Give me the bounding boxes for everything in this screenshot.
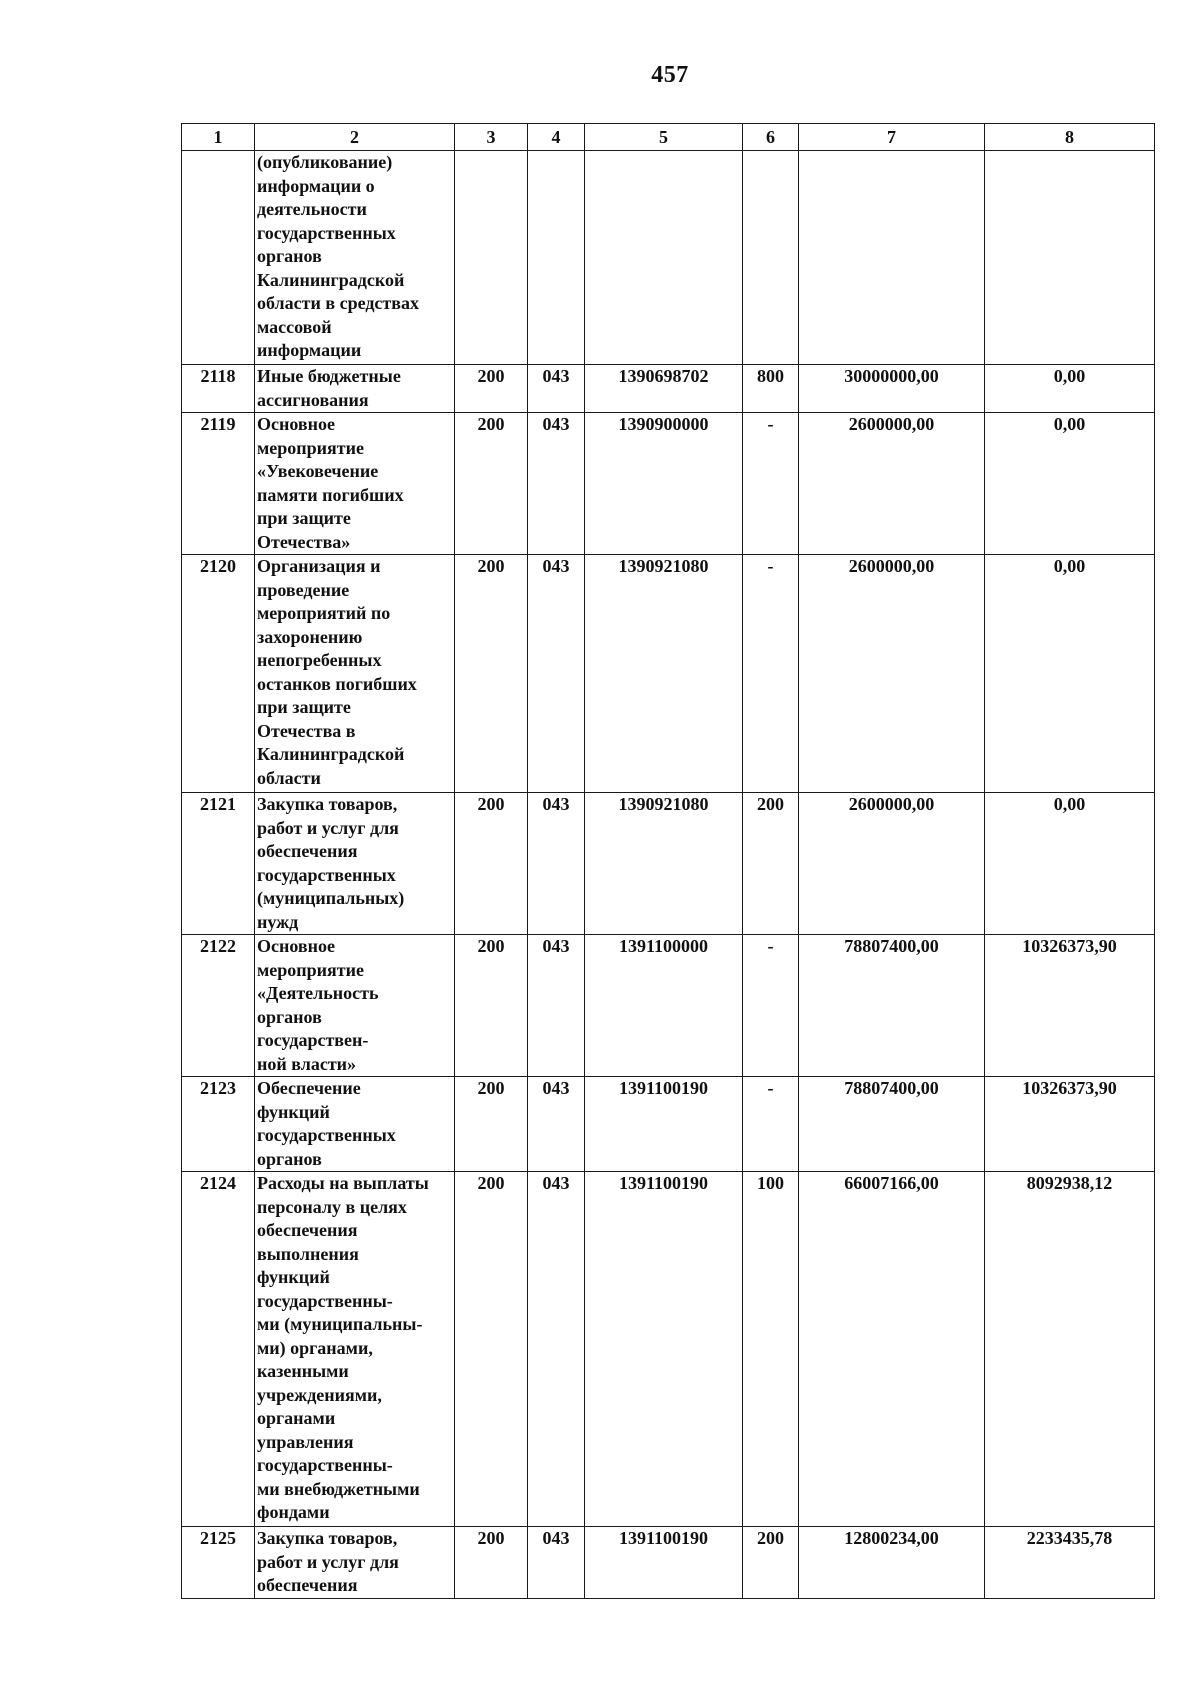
subsection-code-cell: 043 <box>528 1172 585 1527</box>
column-header-7: 7 <box>799 124 985 151</box>
header-row <box>182 124 1155 151</box>
row-name-line: Организация и <box>257 556 381 576</box>
row-name-line: захоронению <box>257 626 363 647</box>
row-name-line: органами <box>257 1408 336 1428</box>
row-number-cell: 2124 <box>182 1172 255 1527</box>
subsection-code-cell: 043 <box>528 793 585 935</box>
executed-amount-cell: 0,00 <box>985 555 1155 793</box>
executed-amount-cell: 0,00 <box>985 365 1155 413</box>
planned-amount-cell <box>799 151 985 365</box>
subsection-code-cell: 043 <box>528 1077 585 1172</box>
executed-amount-cell: 8092938,12 <box>985 1172 1155 1527</box>
target-article-cell <box>585 151 743 365</box>
row-number-cell <box>182 151 255 365</box>
executed-amount-cell <box>985 151 1155 365</box>
column-header-2: 2 <box>255 124 455 151</box>
row-name-line: фондами <box>257 1502 330 1522</box>
expense-type-cell: - <box>743 1077 799 1172</box>
subsection-code-cell: 043 <box>528 413 585 555</box>
row-number-cell: 2121 <box>182 793 255 935</box>
executed-amount-cell: 0,00 <box>985 793 1155 935</box>
row-name-line: государственны- <box>257 1290 393 1311</box>
row-name-line: функций <box>257 1267 330 1287</box>
column-header-5: 5 <box>585 124 743 151</box>
row-name-line: деятельности <box>257 199 367 219</box>
planned-amount-cell: 78807400,00 <box>799 1077 985 1172</box>
row-name-cell <box>255 1172 455 1527</box>
table-row <box>182 793 1155 935</box>
target-article-cell: 1390921080 <box>585 793 743 935</box>
section-code-cell: 200 <box>455 365 528 413</box>
row-name-line: ми) органами, <box>257 1337 373 1358</box>
row-name-line: Основное <box>257 414 335 434</box>
row-name-cell <box>255 1527 455 1599</box>
budget-table <box>181 123 1155 1599</box>
row-number-cell: 2122 <box>182 935 255 1077</box>
row-name-line: «Увековечение <box>257 461 379 481</box>
row-name-line: Калининградской <box>257 269 405 290</box>
row-name-line: ми (муниципальны- <box>257 1314 423 1334</box>
row-name-line: Закупка товаров, <box>257 794 398 814</box>
table-row <box>182 1172 1155 1527</box>
row-name-line: государственных <box>257 864 396 885</box>
row-name-line: области в средствах <box>257 293 419 313</box>
expense-type-cell: - <box>743 555 799 793</box>
row-number-cell: 2125 <box>182 1527 255 1599</box>
target-article-cell: 1390921080 <box>585 555 743 793</box>
section-code-cell: 200 <box>455 555 528 793</box>
section-code-cell: 200 <box>455 1527 528 1599</box>
row-number-cell: 2118 <box>182 365 255 413</box>
row-name-cell <box>255 555 455 793</box>
row-name-line: информации <box>257 340 362 360</box>
executed-amount-cell: 10326373,90 <box>985 935 1155 1077</box>
expense-type-cell: 100 <box>743 1172 799 1527</box>
section-code-cell: 200 <box>455 1077 528 1172</box>
row-name-line: массовой <box>257 316 332 337</box>
row-name-cell <box>255 151 455 365</box>
target-article-cell: 1391100000 <box>585 935 743 1077</box>
table-row <box>182 555 1155 793</box>
column-header-6: 6 <box>743 124 799 151</box>
column-header-4: 4 <box>528 124 585 151</box>
section-code-cell: 200 <box>455 1172 528 1527</box>
row-number-cell: 2120 <box>182 555 255 793</box>
row-name-line: функций <box>257 1101 330 1122</box>
row-name-line: Расходы на выплаты <box>257 1173 429 1193</box>
row-name-line: мероприятие <box>257 437 364 458</box>
row-name-line: Отечества в <box>257 720 356 741</box>
row-name-line: обеспечения <box>257 841 358 861</box>
page-number: 457 <box>651 62 689 88</box>
row-name-line: памяти погибших <box>257 484 404 505</box>
row-name-line: ми внебюджетными <box>257 1478 420 1499</box>
row-name-line: государственных <box>257 1125 396 1145</box>
subsection-code-cell: 043 <box>528 935 585 1077</box>
expense-type-cell: - <box>743 935 799 1077</box>
row-name-line: персоналу в целях <box>257 1196 407 1217</box>
row-name-line: Обеспечение <box>257 1078 361 1098</box>
row-name-cell <box>255 365 455 413</box>
row-name-line: учреждениями, <box>257 1384 382 1405</box>
row-name-line: непогребенных <box>257 650 382 670</box>
row-name-line: управления <box>257 1431 354 1452</box>
row-name-line: государствен- <box>257 1030 369 1050</box>
planned-amount-cell: 78807400,00 <box>799 935 985 1077</box>
row-name-line: государственных <box>257 222 396 243</box>
row-name-line: (опубликование) <box>257 152 393 172</box>
table-row <box>182 365 1155 413</box>
row-name-line: при защите <box>257 508 351 528</box>
row-name-cell <box>255 413 455 555</box>
row-name-line: останков погибших <box>257 673 417 694</box>
planned-amount-cell: 66007166,00 <box>799 1172 985 1527</box>
row-name-line: проведение <box>257 579 350 600</box>
row-name-line: казенными <box>257 1361 349 1381</box>
row-name-line: ной власти» <box>257 1053 357 1074</box>
row-number-cell: 2119 <box>182 413 255 555</box>
target-article-cell: 1391100190 <box>585 1172 743 1527</box>
table-row <box>182 413 1155 555</box>
section-code-cell: 200 <box>455 935 528 1077</box>
column-header-3: 3 <box>455 124 528 151</box>
row-name-line: органов <box>257 1148 322 1169</box>
row-name-line: Отечества» <box>257 531 351 552</box>
row-name-line: мероприятий по <box>257 603 391 623</box>
table-row <box>182 935 1155 1077</box>
subsection-code-cell: 043 <box>528 365 585 413</box>
expense-type-cell: - <box>743 413 799 555</box>
executed-amount-cell: 2233435,78 <box>985 1527 1155 1599</box>
planned-amount-cell: 12800234,00 <box>799 1527 985 1599</box>
column-header-1: 1 <box>182 124 255 151</box>
table-row <box>182 1527 1155 1599</box>
column-header-8: 8 <box>985 124 1155 151</box>
planned-amount-cell: 2600000,00 <box>799 793 985 935</box>
table-body <box>182 151 1155 1599</box>
target-article-cell: 1391100190 <box>585 1527 743 1599</box>
row-name-line: органов <box>257 246 322 266</box>
row-name-line: выполнения <box>257 1243 359 1264</box>
row-name-line: ассигнования <box>257 389 369 410</box>
row-name-line: государственны- <box>257 1455 393 1475</box>
row-name-line: Закупка товаров, <box>257 1528 398 1548</box>
target-article-cell: 1390698702 <box>585 365 743 413</box>
row-name-line: области <box>257 767 321 788</box>
executed-amount-cell: 0,00 <box>985 413 1155 555</box>
row-name-line: работ и услуг для <box>257 817 399 838</box>
subsection-code-cell: 043 <box>528 1527 585 1599</box>
row-name-line: Иные бюджетные <box>257 366 401 386</box>
section-code-cell <box>455 151 528 365</box>
expense-type-cell: 200 <box>743 1527 799 1599</box>
row-name-line: работ и услуг для <box>257 1551 399 1572</box>
row-name-cell <box>255 935 455 1077</box>
table-row <box>182 151 1155 365</box>
row-name-line: мероприятие <box>257 959 364 980</box>
planned-amount-cell: 30000000,00 <box>799 365 985 413</box>
row-name-cell <box>255 1077 455 1172</box>
expense-type-cell: 200 <box>743 793 799 935</box>
row-name-cell <box>255 793 455 935</box>
row-name-line: Калининградской <box>257 744 405 764</box>
row-name-line: (муниципальных) <box>257 888 405 908</box>
table-row <box>182 1077 1155 1172</box>
row-name-line: Основное <box>257 936 335 956</box>
section-code-cell: 200 <box>455 793 528 935</box>
subsection-code-cell <box>528 151 585 365</box>
row-name-line: обеспечения <box>257 1575 358 1595</box>
target-article-cell: 1390900000 <box>585 413 743 555</box>
row-name-line: органов <box>257 1006 322 1027</box>
target-article-cell: 1391100190 <box>585 1077 743 1172</box>
expense-type-cell <box>743 151 799 365</box>
section-code-cell: 200 <box>455 413 528 555</box>
row-name-line: обеспечения <box>257 1220 358 1240</box>
planned-amount-cell: 2600000,00 <box>799 555 985 793</box>
subsection-code-cell: 043 <box>528 555 585 793</box>
row-name-line: «Деятельность <box>257 983 379 1003</box>
row-name-line: при защите <box>257 697 351 717</box>
expense-type-cell: 800 <box>743 365 799 413</box>
planned-amount-cell: 2600000,00 <box>799 413 985 555</box>
executed-amount-cell: 10326373,90 <box>985 1077 1155 1172</box>
row-name-line: информации о <box>257 175 375 196</box>
row-number-cell: 2123 <box>182 1077 255 1172</box>
row-name-line: нужд <box>257 911 299 932</box>
